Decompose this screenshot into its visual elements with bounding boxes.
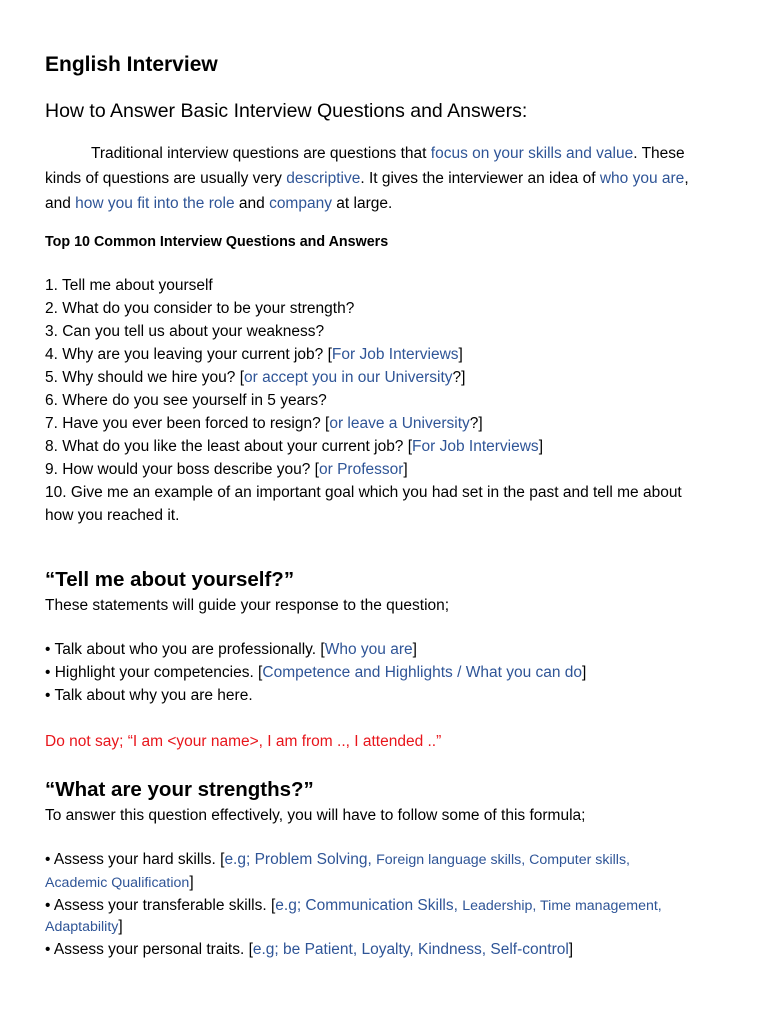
question-item: 10. Give me an example of an important goal which you had set in the past and tell me about: [45, 484, 682, 501]
bullet-item: • Talk about why you are here.: [45, 687, 253, 704]
bullet-item-continuation: Adaptability]: [45, 918, 123, 935]
document-subtitle: How to Answer Basic Interview Questions and Answers:: [45, 100, 528, 122]
warning-text: Do not say; “I am <your name>, I am from .., I attended ..”: [45, 733, 442, 750]
list-heading: Top 10 Common Interview Questions and Answers: [45, 234, 389, 250]
question-item-continuation: how you reached it.: [45, 507, 180, 524]
section-heading-strengths: “What are your strengths?”: [45, 778, 314, 801]
question-item: 8. What do you like the least about your current job? [For Job Interviews]: [45, 438, 543, 455]
intro-highlight: who you are: [599, 170, 685, 187]
section-intro: These statements will guide your response to the question;: [45, 597, 450, 614]
question-item: 2. What do you consider to be your strength?: [45, 300, 355, 317]
document-title: English Interview: [45, 53, 218, 76]
intro-line-2: kinds of questions are usually very descriptive. It gives the interviewer an idea of who you are,: [45, 170, 689, 187]
intro-highlight: how you fit into the role: [75, 195, 235, 212]
question-item: 1. Tell me about yourself: [45, 277, 213, 294]
bullet-item: • Talk about who you are professionally. [Who you are]: [45, 641, 417, 658]
question-item: 7. Have you ever been forced to resign? [or leave a University?]: [45, 415, 483, 432]
question-item: 4. Why are you leaving your current job? [For Job Interviews]: [45, 346, 463, 363]
intro-line-3: and how you fit into the role and company at large.: [45, 195, 393, 212]
section-intro: To answer this question effectively, you will have to follow some of this formula;: [45, 807, 586, 824]
bullet-item: • Assess your transferable skills. [e.g; Communication Skills, Leadership, Time management,: [45, 897, 662, 914]
bullet-item: • Assess your hard skills. [e.g; Problem Solving, Foreign language skills, Computer skills,: [45, 851, 630, 868]
bullet-item: • Highlight your competencies. [Competence and Highlights / What you can do]: [45, 664, 587, 681]
question-item: 5. Why should we hire you? [or accept you in our University?]: [45, 369, 466, 386]
intro-line-1: Traditional interview questions are questions that focus on your skills and value. These: [91, 145, 685, 162]
intro-highlight: focus on your skills and value: [430, 145, 634, 162]
bullet-item: • Assess your personal traits. [e.g; be Patient, Loyalty, Kindness, Self-control]: [45, 941, 574, 958]
question-item: 9. How would your boss describe you? [or Professor]: [45, 461, 408, 478]
bullet-item-continuation: Academic Qualification]: [45, 874, 194, 891]
section-heading-tell-me: “Tell me about yourself?”: [45, 568, 295, 591]
question-item: 3. Can you tell us about your weakness?: [45, 323, 325, 340]
question-item: 6. Where do you see yourself in 5 years?: [45, 392, 327, 409]
intro-highlight: company: [269, 195, 332, 212]
intro-highlight: descriptive: [286, 170, 361, 187]
